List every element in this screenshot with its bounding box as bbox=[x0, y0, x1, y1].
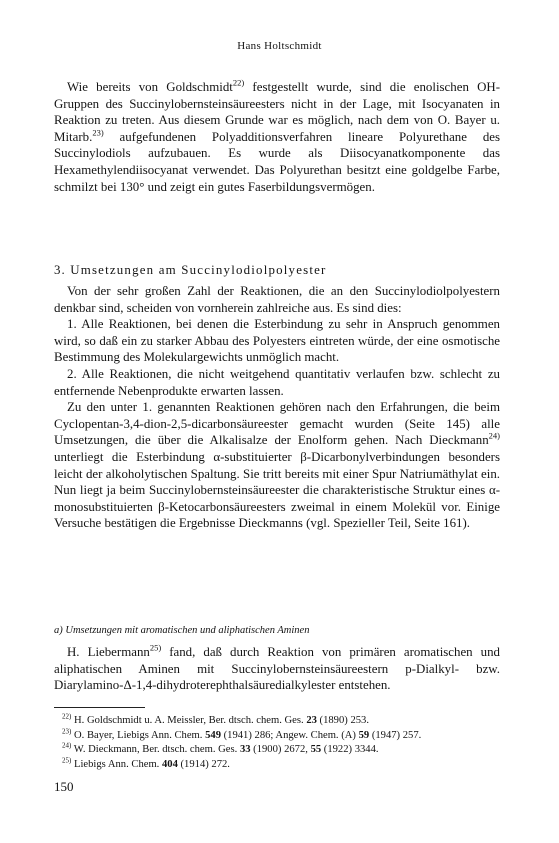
text: fand, daß durch Reaktion von primären aromatischen und aliphatischen Aminen mit Succinylobernsteinsäureestern p-Dialkyl- bzw. Diarylamino-Δ-1,4-dihydroterephthalsäuredialkylester entstehen. bbox=[54, 645, 500, 693]
footnote-text: (1941) 286; Angew. Chem. (A) bbox=[220, 729, 359, 741]
section-title: Umsetzungen am Succinylodiolpolyester bbox=[70, 263, 327, 277]
paragraph-list-1: 1. Alle Reaktionen, bei denen die Esterbindung zu sehr in Anspruch genommen wird, so daß ein zu starker Abbau des Polyesters eintreten würde, der eine osmotische Bestimmung des Molekulargewichts unmöglich macht. bbox=[54, 317, 500, 365]
paragraph-polyurethane bbox=[54, 79, 500, 195]
text: unterliegt die Esterbindung α-substituierter β-Dicarbonylverbindungen besonders leicht der alkoholytischen Spaltung. Sie tritt bereits mit einer Spur Natriumäthylat ein. Nun liegt ja beim Succinylobernsteinsäureester die charakteristische Struktur eines α-monosubstituierten β-Ketocarbonsäureesters zweimal in einem Molekül vor. Einige Versuche bestätigen die Ergebnisse Dieckmanns (vgl. Spezieller Teil, Seite 161). bbox=[54, 449, 500, 531]
text: festgestellt wurde, sind die enolischen OH-Gruppen des Succinylobernsteinsäureesters nicht in der Lage, mit Isocyanaten in Reaktion zu treten. Aus diesem Grunde war es möglich, nach dem von O. Bayer u. Mitarb. bbox=[54, 80, 501, 144]
section-heading bbox=[54, 263, 500, 278]
footnote-24 bbox=[62, 743, 502, 758]
text: Zu den unter 1. genannten Reaktionen gehören nach den Erfahrungen, die beim Cyclopentan-3,4-dion-2,5-dicarbonsäureester gemacht wurden (Seite 145) alle Umsetzungen, die über die Alkalisalze der Enolform gehen. Nach Dieckmann bbox=[54, 400, 500, 448]
footnote-volume: 55 bbox=[310, 744, 322, 755]
footnote-text: W. Dieckmann, Ber. dtsch. chem. Ges. bbox=[71, 744, 240, 755]
footnote-number: 22) bbox=[62, 712, 72, 721]
paragraph-liebermann bbox=[54, 644, 500, 694]
text: H. Liebermann bbox=[67, 645, 150, 659]
footnote-number: 24) bbox=[62, 741, 72, 750]
footnote-number: 23) bbox=[62, 726, 72, 735]
footnote-text: (1900) 2672, bbox=[250, 744, 311, 755]
footnote-text: Liebigs Ann. Chem. bbox=[71, 758, 162, 770]
running-header: Hans Holtschmidt bbox=[237, 40, 322, 52]
paragraph-intro: Von der sehr großen Zahl der Reaktionen, die an den Succinylodiolpolyestern denkbar sind, scheiden von vornherein zahlreiche aus. Es sind dies: bbox=[54, 284, 500, 315]
footnote-divider bbox=[54, 707, 145, 708]
body-paragraphs bbox=[54, 283, 500, 532]
footnote-ref-23: 23) bbox=[92, 127, 104, 138]
footnote-text: H. Goldschmidt u. A. Meissler, Ber. dtsch. chem. Ges. bbox=[71, 715, 307, 726]
page-number: 150 bbox=[54, 779, 74, 794]
footnote-text: (1922) 3344. bbox=[321, 744, 379, 755]
footnotes bbox=[62, 714, 502, 772]
footnote-25 bbox=[62, 755, 502, 773]
footnote-volume: 33 bbox=[239, 744, 251, 755]
footnote-text: (1947) 257. bbox=[369, 729, 422, 741]
footnote-text: O. Bayer, Liebigs Ann. Chem. bbox=[71, 729, 206, 741]
footnote-ref-22: 22) bbox=[232, 77, 245, 88]
footnote-22 bbox=[62, 714, 502, 729]
text: Wie bereits von Goldschmidt bbox=[67, 80, 233, 94]
footnote-text: (1914) 272. bbox=[177, 758, 230, 770]
footnote-ref-25: 25) bbox=[149, 642, 162, 653]
footnote-23 bbox=[62, 726, 502, 744]
paragraph-dieckmann bbox=[54, 399, 500, 532]
subsection-heading: a) Umsetzungen mit aromatischen und aliphatischen Aminen bbox=[54, 625, 310, 636]
footnote-text: (1890) 253. bbox=[316, 715, 369, 726]
footnote-volume: 404 bbox=[161, 758, 178, 770]
footnote-number: 25) bbox=[62, 755, 72, 764]
footnote-volume: 59 bbox=[358, 729, 370, 741]
footnote-volume: 23 bbox=[306, 715, 317, 726]
paragraph-list-2: 2. Alle Reaktionen, die nicht weitgehend quantitativ verlaufen bzw. schlecht zu entfernende Nebenprodukte erwarten lassen. bbox=[54, 366, 500, 398]
section-number: 3. bbox=[54, 263, 66, 277]
text: aufgefundenen Polyadditionsverfahren lineare Polyurethane des Succinylodiols aufzubauen. Es wurde als Diisocyanatkomponente das Hexamethylendiisocyanat verwendet. Das Polyurethan besitzt eine goldgelbe Farbe, schmilzt bei 130° und zeigt ein gutes Faserbildungsvermögen. bbox=[54, 129, 500, 194]
footnote-volume: 549 bbox=[205, 729, 221, 741]
footnote-ref-24: 24) bbox=[488, 431, 500, 442]
